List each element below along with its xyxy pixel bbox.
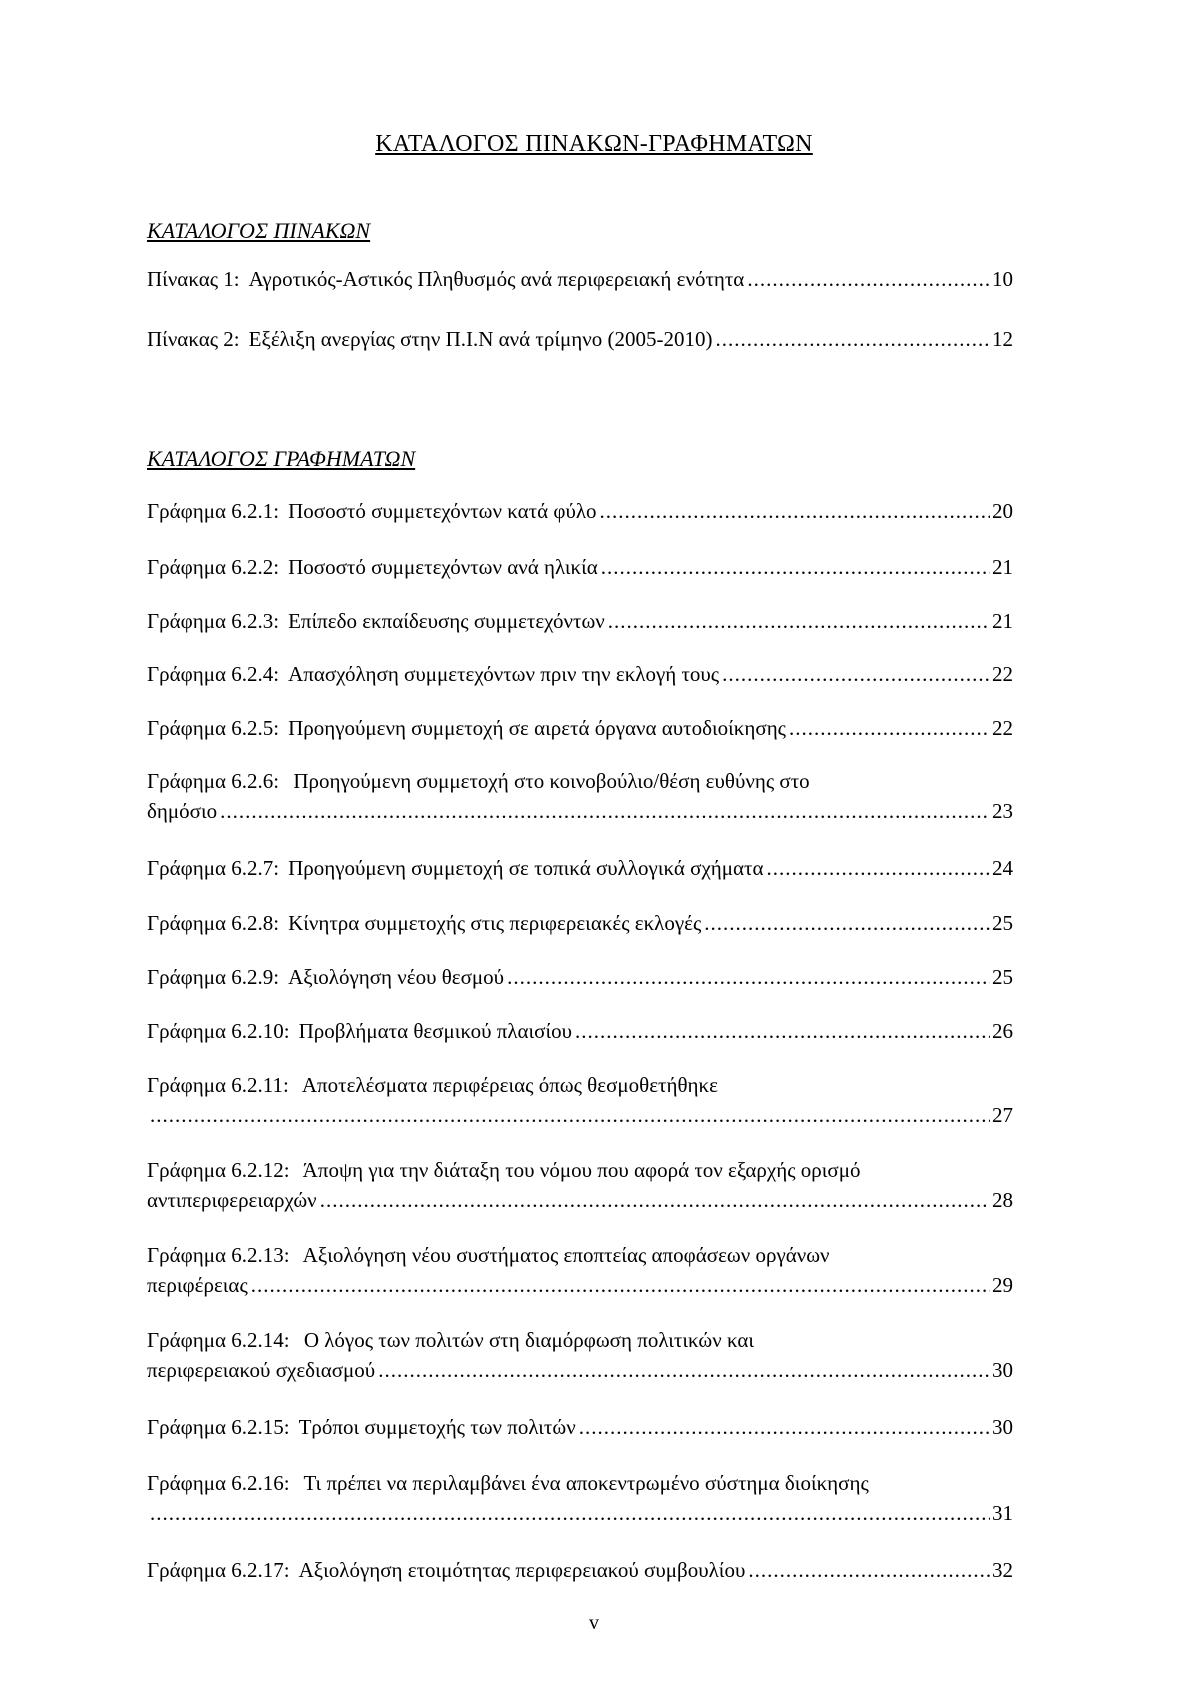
dot-leader bbox=[789, 713, 990, 743]
entry-page-number: 31 bbox=[992, 1501, 1013, 1525]
toc-entry-table-1[interactable] bbox=[147, 264, 1013, 294]
entry-title: Εξέλιξη ανεργίας στην Π.Ι.Ν ανά τρίμηνο (2005-2010) bbox=[248, 327, 713, 351]
entry-label: Πίνακας 2: bbox=[147, 327, 240, 351]
dot-leader bbox=[608, 606, 990, 636]
entry-page-number: 32 bbox=[992, 1558, 1013, 1582]
entry-page-number: 10 bbox=[992, 267, 1013, 291]
entry-page-number: 20 bbox=[992, 499, 1013, 523]
dot-leader bbox=[150, 1100, 990, 1130]
entry-title: Προηγούμενη συμμετοχή σε αιρετά όργανα αυτοδιοίκησης bbox=[288, 716, 786, 740]
dot-leader bbox=[747, 264, 990, 294]
entry-label: Γράφημα 6.2.11: bbox=[147, 1073, 289, 1097]
entry-label: Γράφημα 6.2.10: bbox=[147, 1019, 290, 1043]
entry-title: Τι πρέπει να περιλαμβάνει ένα αποκεντρωμένο σύστημα διοίκησης bbox=[303, 1471, 869, 1495]
entry-page-number: 25 bbox=[992, 911, 1013, 935]
dot-leader bbox=[507, 962, 990, 992]
entry-page-number: 24 bbox=[992, 856, 1013, 880]
entry-page-number: 28 bbox=[992, 1188, 1013, 1212]
entry-label: Γράφημα 6.2.5: bbox=[147, 716, 280, 740]
toc-entry-chart-12[interactable] bbox=[147, 1155, 1013, 1215]
toc-entry-chart-15[interactable] bbox=[147, 1412, 1013, 1442]
entry-title: Αποτελέσματα περιφέρειας όπως θεσμοθετήθηκε bbox=[301, 1073, 718, 1097]
dot-leader bbox=[601, 552, 990, 582]
toc-entry-chart-9[interactable] bbox=[147, 962, 1013, 992]
toc-entry-chart-6[interactable] bbox=[147, 766, 1013, 826]
toc-entry-chart-16[interactable] bbox=[147, 1468, 1013, 1528]
entry-title-continued: περιφερειακού σχεδιασμού bbox=[147, 1358, 376, 1382]
entry-title: Επίπεδο εκπαίδευσης συμμετεχόντων bbox=[288, 609, 605, 633]
entry-label: Γράφημα 6.2.7: bbox=[147, 856, 280, 880]
dot-leader bbox=[722, 659, 990, 689]
entry-title: Αξιολόγηση νέου συστήματος εποπτείας αποφάσεων οργάνων bbox=[302, 1243, 830, 1267]
entry-label: Γράφημα 6.2.4: bbox=[147, 662, 280, 686]
entry-title: Ο λόγος των πολιτών στη διαμόρφωση πολιτικών και bbox=[303, 1328, 755, 1352]
entry-page-number: 12 bbox=[992, 327, 1013, 351]
entry-title: Τρόποι συμμετοχής των πολιτών bbox=[298, 1415, 576, 1439]
page-title: ΚΑΤΑΛΟΓΟΣ ΠΙΝΑΚΩΝ-ΓΡΑΦΗΜΑΤΩΝ bbox=[375, 131, 813, 157]
entry-label: Γράφημα 6.2.2: bbox=[147, 555, 280, 579]
entry-label: Γράφημα 6.2.6: bbox=[147, 769, 280, 793]
entry-page-number: 21 bbox=[992, 555, 1013, 579]
entry-label: Γράφημα 6.2.13: bbox=[147, 1243, 290, 1267]
toc-entry-chart-3[interactable] bbox=[147, 606, 1013, 636]
entry-title-continued: περιφέρειας bbox=[147, 1273, 248, 1297]
entry-title-continued: δημόσιο bbox=[147, 799, 218, 823]
entry-page-number: 27 bbox=[992, 1103, 1013, 1127]
entry-title-continued: αντιπεριφερειαρχών bbox=[147, 1188, 317, 1212]
toc-entry-chart-1[interactable] bbox=[147, 496, 1013, 526]
entry-title: Αγροτικός-Αστικός Πληθυσμός ανά περιφερειακή ενότητα bbox=[248, 267, 745, 291]
entry-label: Γράφημα 6.2.14: bbox=[147, 1328, 290, 1352]
entry-page-number: 22 bbox=[992, 716, 1013, 740]
toc-entry-chart-2[interactable] bbox=[147, 552, 1013, 582]
entry-label: Γράφημα 6.2.9: bbox=[147, 965, 280, 989]
toc-entry-chart-17[interactable] bbox=[147, 1555, 1013, 1585]
dot-leader bbox=[579, 1412, 990, 1442]
charts-heading: ΚΑΤΑΛΟΓΟΣ ΓΡΑΦΗΜΑΤΩΝ bbox=[147, 446, 416, 471]
entry-label: Γράφημα 6.2.1: bbox=[147, 499, 280, 523]
toc-entry-chart-8[interactable] bbox=[147, 908, 1013, 938]
dot-leader bbox=[378, 1355, 990, 1385]
entry-page-number: 23 bbox=[992, 799, 1013, 823]
entry-title: Αξιολόγηση νέου θεσμού bbox=[288, 965, 505, 989]
entry-page-number: 26 bbox=[992, 1019, 1013, 1043]
dot-leader bbox=[251, 1270, 990, 1300]
toc-entry-chart-14[interactable] bbox=[147, 1325, 1013, 1385]
entry-label: Γράφημα 6.2.16: bbox=[147, 1471, 290, 1495]
dot-leader bbox=[150, 1498, 990, 1528]
entry-label: Πίνακας 1: bbox=[147, 267, 240, 291]
toc-entry-chart-13[interactable] bbox=[147, 1240, 1013, 1300]
toc-entry-table-2[interactable] bbox=[147, 324, 1013, 354]
entry-title: Άποψη για την διάταξη του νόμου που αφορά τον εξαρχής ορισμό bbox=[302, 1158, 861, 1182]
entry-page-number: 22 bbox=[992, 662, 1013, 686]
entry-title: Ποσοστό συμμετεχόντων κατά φύλο bbox=[288, 499, 597, 523]
dot-leader bbox=[320, 1185, 990, 1215]
toc-entry-chart-10[interactable] bbox=[147, 1016, 1013, 1046]
entry-title: Αξιολόγηση ετοιμότητας περιφερειακού συμβουλίου bbox=[298, 1558, 746, 1582]
dot-leader bbox=[766, 853, 990, 883]
entry-title: Προβλήματα θεσμικού πλαισίου bbox=[298, 1019, 573, 1043]
entry-title: Κίνητρα συμμετοχής στις περιφερειακές εκλογές bbox=[288, 911, 702, 935]
entry-page-number: 21 bbox=[992, 609, 1013, 633]
entry-label: Γράφημα 6.2.15: bbox=[147, 1415, 290, 1439]
dot-leader bbox=[600, 496, 990, 526]
toc-entry-chart-4[interactable] bbox=[147, 659, 1013, 689]
entry-page-number: 29 bbox=[992, 1273, 1013, 1297]
tables-heading: ΚΑΤΑΛΟΓΟΣ ΠΙΝΑΚΩΝ bbox=[147, 218, 371, 243]
dot-leader bbox=[748, 1555, 990, 1585]
dot-leader bbox=[575, 1016, 990, 1046]
entry-label: Γράφημα 6.2.8: bbox=[147, 911, 280, 935]
entry-title: Προηγούμενη συμμετοχή σε τοπικά συλλογικά σχήματα bbox=[288, 856, 764, 880]
entry-page-number: 25 bbox=[992, 965, 1013, 989]
entry-label: Γράφημα 6.2.12: bbox=[147, 1158, 290, 1182]
toc-entry-chart-7[interactable] bbox=[147, 853, 1013, 883]
toc-entry-chart-5[interactable] bbox=[147, 713, 1013, 743]
dot-leader bbox=[715, 324, 990, 354]
page-number: v bbox=[589, 1612, 599, 1634]
dot-leader bbox=[704, 908, 990, 938]
entry-label: Γράφημα 6.2.3: bbox=[147, 609, 280, 633]
dot-leader bbox=[220, 796, 990, 826]
entry-title: Απασχόληση συμμετεχόντων πριν την εκλογή τους bbox=[288, 662, 720, 686]
entry-page-number: 30 bbox=[992, 1415, 1013, 1439]
entry-page-number: 30 bbox=[992, 1358, 1013, 1382]
entry-label: Γράφημα 6.2.17: bbox=[147, 1558, 290, 1582]
toc-entry-chart-11[interactable] bbox=[147, 1070, 1013, 1130]
entry-title: Προηγούμενη συμμετοχή στο κοινοβούλιο/θέση ευθύνης στο bbox=[293, 769, 810, 793]
entry-title: Ποσοστό συμμετεχόντων ανά ηλικία bbox=[288, 555, 598, 579]
